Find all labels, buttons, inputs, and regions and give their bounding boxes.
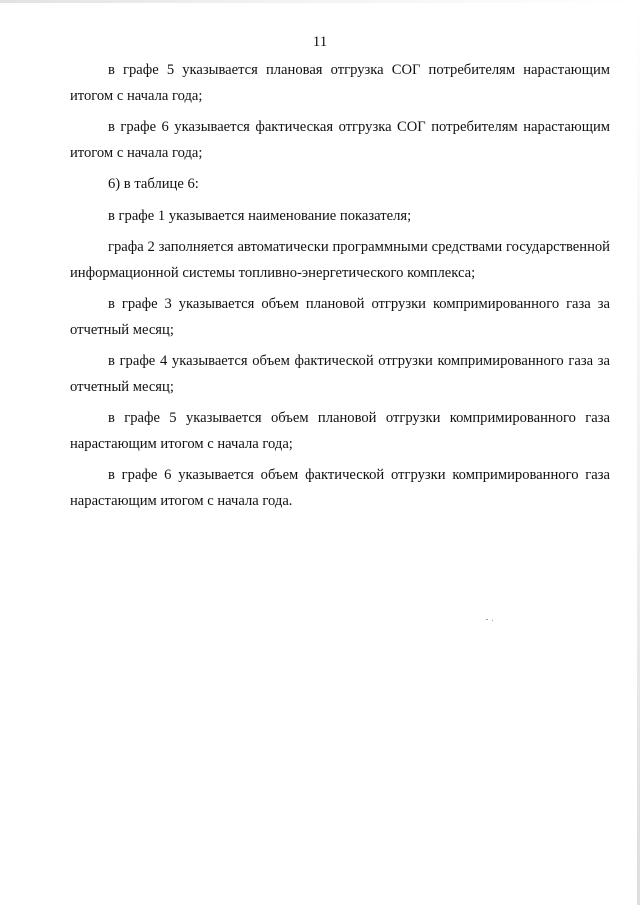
scan-speck <box>486 619 488 620</box>
document-body <box>70 58 610 520</box>
paragraph-column-5-planned-cng-ytd: в графе 5 указывается объем плановой отгрузки компримированного газа нарастающим итогом с начала года; <box>70 410 610 452</box>
paragraph-column-6-actual-cng-ytd: в графе 6 указывается объем фактической отгрузки компримированного газа нарастающим итогом с начала года. <box>70 467 610 509</box>
paragraph-column-6-actual-sog: в графе 6 указывается фактическая отгрузка СОГ потребителям нарастающим итогом с начала года; <box>70 119 610 161</box>
page-number: 11 <box>312 34 328 50</box>
scan-top-edge <box>0 0 640 3</box>
paragraph-column-5-planned-sog: в графе 5 указывается плановая отгрузка СОГ потребителям нарастающим итогом с начала года; <box>70 62 610 104</box>
scan-speck <box>492 620 493 621</box>
paragraph-column-4-actual-cng-month: в графе 4 указывается объем фактической отгрузки компримированного газа за отчетный месяц; <box>70 353 610 395</box>
paragraph-column-3-planned-cng-month: в графе 3 указывается объем плановой отгрузки компримированного газа за отчетный месяц; <box>70 296 610 338</box>
paragraph-column-2-automatic: графа 2 заполняется автоматически программными средствами государственной информационной системы топливно-энергетического комплекса; <box>70 239 610 281</box>
paragraph-column-1-indicator: в графе 1 указывается наименование показателя; <box>108 207 412 224</box>
paragraph-table-6-heading: 6) в таблице 6: <box>108 176 199 192</box>
